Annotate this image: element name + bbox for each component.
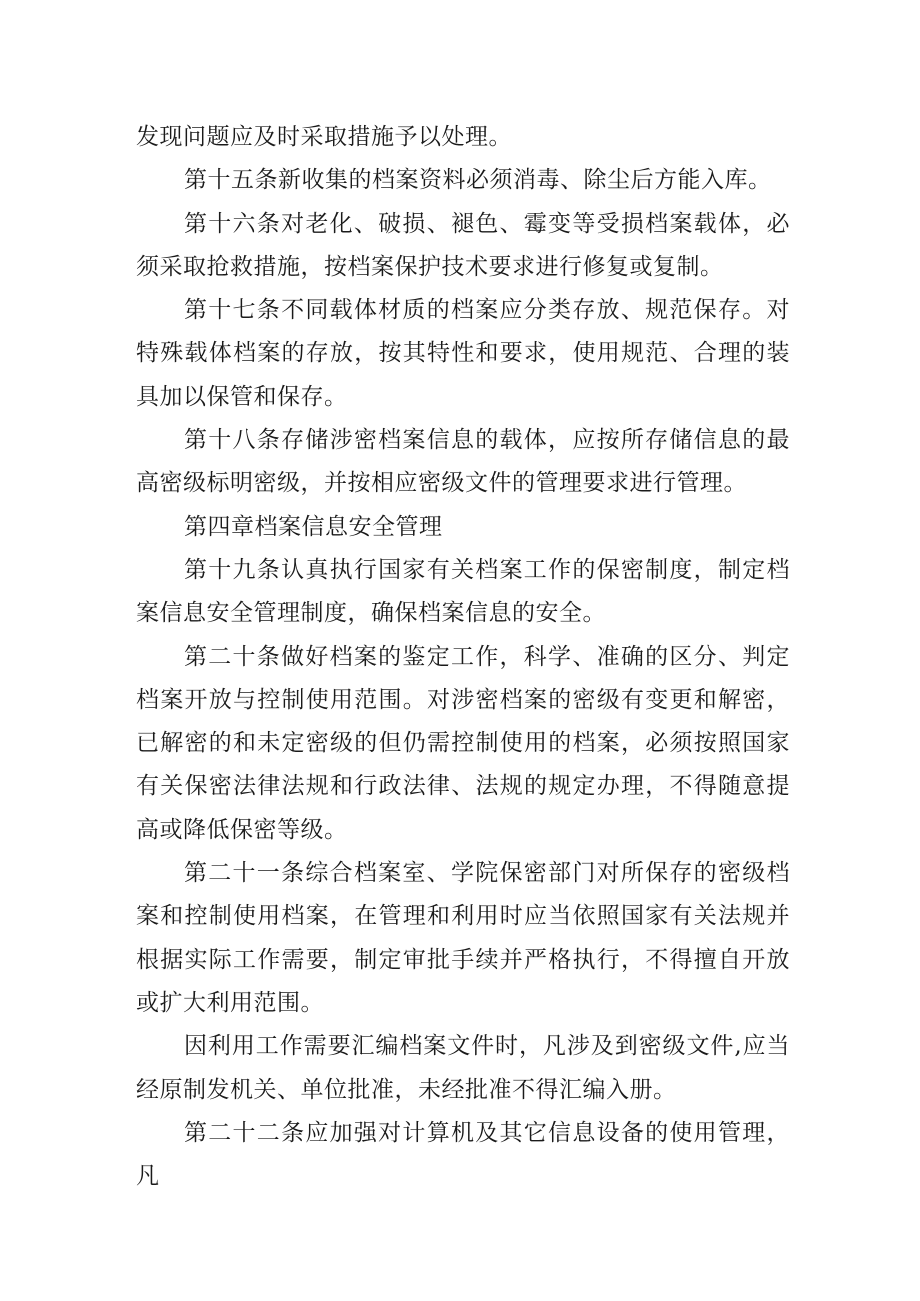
article-19: 第十九条认真执行国家有关档案工作的保密制度，制定档案信息安全管理制度，确保档案信息的安全。 — [136, 556, 790, 627]
article-15: 第十五条新收集的档案资料必须消毒、除尘后方能入库。 — [184, 167, 772, 194]
article-16: 第十六条对老化、破损、褪色、霉变等受损档案载体，必须采取抢救措施，按档案保护技术要求进行修复或复制。 — [136, 210, 790, 280]
chapter-4-heading: 第四章档案信息安全管理 — [184, 513, 443, 540]
article-22: 第二十二条应加强对计算机及其它信息设备的使用管理，凡 — [136, 1119, 790, 1190]
paragraph-continuation: 发现问题应及时采取措施予以处理。 — [136, 124, 512, 150]
article-18: 第十八条存储涉密档案信息的载体，应按所存储信息的最高密级标明密级，并按相应密级文件的管理要求进行管理。 — [136, 427, 790, 497]
article-21-compilation: 因利用工作需要汇编档案文件时，凡涉及到密级文件,应当经原制发机关、单位批准，未经批准不得汇编入册。 — [136, 1033, 790, 1103]
article-20: 第二十条做好档案的鉴定工作，科学、准确的区分、判定档案开放与控制使用范围。对涉密档案的密级有变更和解密，已解密的和未定密级的但仍需控制使用的档案，必须按照国家有关保密法律法规和行政法律、法规的规定办理，不得随意提高或降低保密等级。 — [136, 643, 790, 843]
article-17: 第十七条不同载体材质的档案应分类存放、规范保存。对特殊载体档案的存放，按其特性和要求，使用规范、合理的装具加以保管和保存。 — [136, 297, 790, 410]
article-21: 第二十一条综合档案室、学院保密部门对所保存的密级档案和控制使用档案，在管理和利用时应当依照国家有关法规并根据实际工作需要，制定审批手续并严格执行，不得擅自开放或扩大利用范围。 — [136, 860, 790, 1016]
document-page — [136, 116, 790, 1198]
